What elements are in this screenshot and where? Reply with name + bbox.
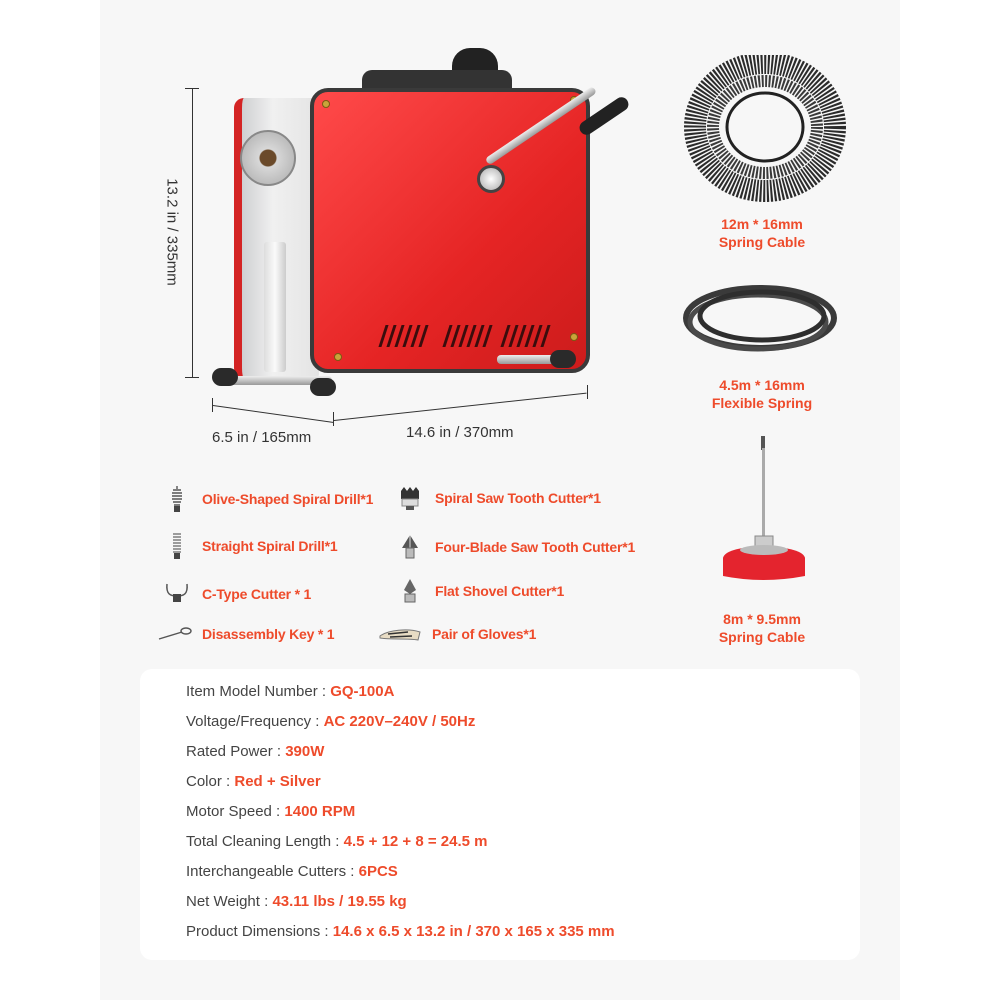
cable-caption — [682, 376, 842, 412]
spec-value: 14.6 x 6.5 x 13.2 in / 370 x 165 x 335 mm — [332, 923, 615, 940]
spec-row-cutters — [186, 863, 398, 880]
spec-row-color — [186, 773, 321, 790]
spec-label: Net Weight : — [186, 893, 273, 910]
spec-row-power — [186, 743, 324, 760]
stand-bracket — [264, 242, 286, 372]
width-dimension-label: 14.6 in / 370mm — [406, 424, 514, 441]
spec-value: 6PCS — [358, 863, 398, 880]
machine-red-housing — [310, 88, 590, 373]
height-tick-bottom — [185, 377, 199, 378]
width-tick-center — [333, 412, 334, 426]
spec-label: Item Model Number : — [186, 683, 331, 700]
olive-spiral-drill-icon — [162, 485, 192, 513]
spring-cable-8m-drum-image — [715, 432, 815, 582]
spec-value: GQ-100A — [330, 683, 395, 700]
height-tick-top — [185, 88, 199, 89]
foot-grip — [310, 378, 336, 396]
spec-row-dimensions — [186, 923, 615, 940]
cable-chuck-icon — [240, 130, 296, 186]
spec-row-model — [186, 683, 394, 700]
spec-label: Total Cleaning Length : — [186, 833, 344, 850]
accessory-item: Olive-Shaped Spiral Drill*1 — [162, 485, 373, 513]
accessory-item: Spiral Saw Tooth Cutter*1 — [395, 484, 601, 512]
cable-type: Spring Cable — [718, 234, 806, 250]
spec-row-motor-speed — [186, 803, 355, 820]
accessory-item: Flat Shovel Cutter*1 — [395, 577, 564, 605]
spec-value: 4.5 + 12 + 8 = 24.5 m — [343, 833, 488, 850]
straight-spiral-drill-icon — [162, 532, 192, 560]
cable-type: Spring Cable — [718, 629, 806, 645]
gloves-icon — [378, 620, 422, 648]
cable-caption — [682, 610, 842, 646]
spec-label: Rated Power : — [186, 743, 286, 760]
spec-row-voltage — [186, 713, 475, 730]
spec-value: 390W — [285, 743, 325, 760]
flat-shovel-cutter-icon — [395, 577, 425, 605]
spec-label: Interchangeable Cutters : — [186, 863, 359, 880]
vent-icon — [382, 325, 425, 347]
accessory-item: C-Type Cutter * 1 — [162, 580, 311, 608]
accessory-item: Disassembly Key * 1 — [158, 620, 334, 648]
depth-dimension-label: 6.5 in / 165mm — [212, 429, 312, 446]
accessory-item: Straight Spiral Drill*1 — [162, 532, 337, 560]
spec-label: Motor Speed : — [186, 803, 285, 820]
spec-value: 43.11 lbs / 19.55 kg — [272, 893, 407, 910]
crank-hub — [477, 165, 505, 193]
vent-icon — [446, 325, 489, 347]
spec-row-net-weight — [186, 893, 407, 910]
spiral-saw-tooth-cutter-icon — [395, 484, 425, 512]
spec-label: Product Dimensions : — [186, 923, 333, 940]
spec-value: AC 220V–240V / 50Hz — [323, 713, 476, 730]
height-dimension-label: 13.2 in / 335mm — [163, 178, 181, 286]
disassembly-key-icon — [158, 620, 192, 648]
spec-card — [140, 669, 860, 960]
depth-tick-left — [212, 398, 213, 412]
vent-icon — [504, 325, 547, 347]
four-blade-cutter-icon — [395, 533, 425, 561]
c-type-cutter-icon — [162, 580, 192, 608]
accessory-item: Pair of Gloves*1 — [378, 620, 536, 648]
spec-label: Voltage/Frequency : — [186, 713, 324, 730]
spec-value: Red + Silver — [234, 773, 321, 790]
cable-size: 12m * 16mm — [721, 216, 803, 232]
cable-size: 4.5m * 16mm — [719, 377, 805, 393]
spec-label: Color : — [186, 773, 235, 790]
spec-value: 1400 RPM — [284, 803, 356, 820]
height-dimension-line — [192, 88, 193, 378]
spec-row-cleaning-length — [186, 833, 488, 850]
cable-size: 8m * 9.5mm — [723, 611, 801, 627]
cable-type: Flexible Spring — [711, 395, 813, 411]
spring-cable-12m-image — [680, 55, 850, 205]
drain-cleaner-machine-image — [212, 70, 642, 400]
foot-grip — [550, 350, 576, 368]
foot-grip — [212, 368, 238, 386]
accessory-item: Four-Blade Saw Tooth Cutter*1 — [395, 533, 635, 561]
flexible-spring-4-5m-image — [680, 278, 840, 368]
cable-caption — [682, 215, 842, 251]
